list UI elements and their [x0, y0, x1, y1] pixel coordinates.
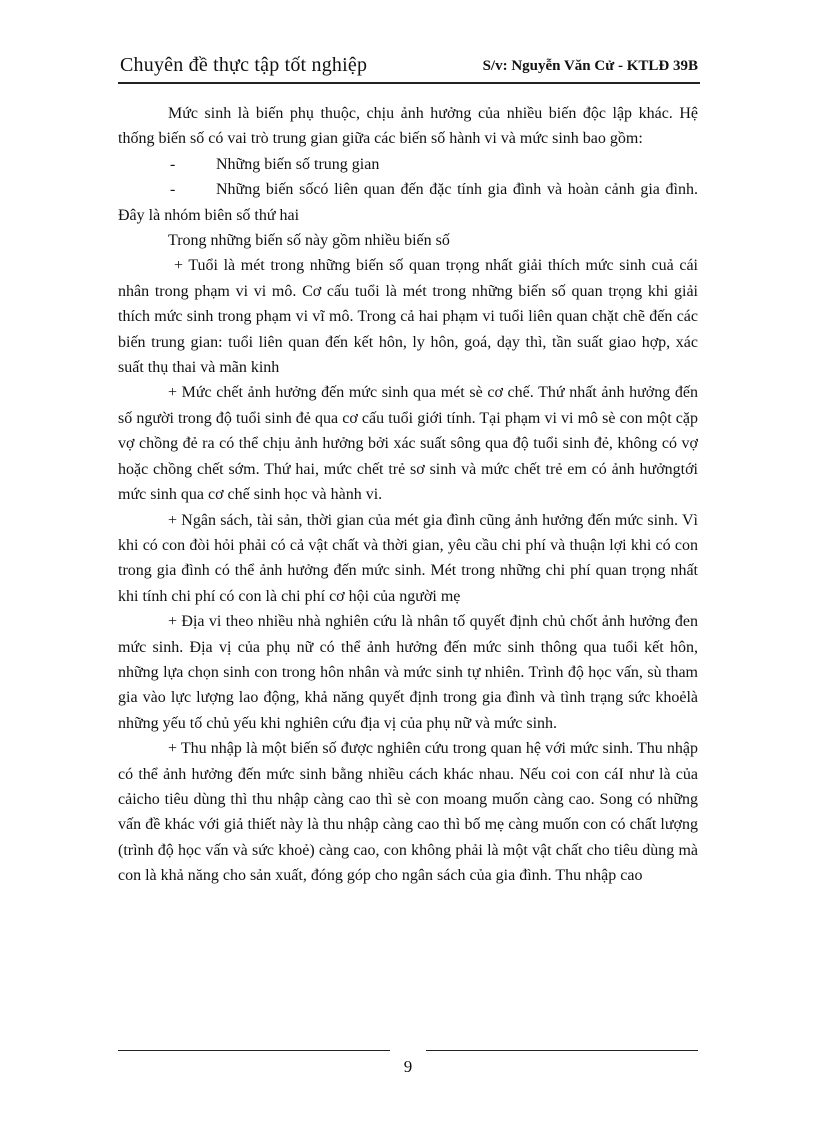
bullet-dash: - — [170, 181, 176, 199]
bullet-item-2 — [118, 177, 698, 228]
document-title: Chuyên đề thực tập tốt nghiệp — [120, 54, 368, 76]
page-header — [118, 52, 700, 84]
bullet-dash: - — [170, 155, 176, 173]
paragraph-budget: + Ngân sách, tài sản, thời gian của mét gia đình cũng ảnh hưởng đến mức sinh. Vì khi có con đòi hỏi phải có cả vật chất và thời gian, yêu cầu chi phí và thuận lợi khi có con trong gia đình có thể ảnh hưởng đến mức sinh. Mét trong những chi phí quan trọng nhất khi tính chi phí có con là chi phí cơ hội của người mẹ — [118, 511, 698, 605]
paragraph-status: + Địa vi theo nhiều nhà nghiên cứu là nhân tố quyết định chủ chốt ảnh hưởng đen mức sinh. Địa vị của phụ nữ có thể ảnh hưởng đến mức sinh thông qua tuổi kết hôn, những lựa chọn sinh con trong hôn nhân và mức sinh tự nhiên. Trình độ học vấn, sù tham gia vào lực lượng lao động, khả năng quyết định trong gia đình và tình trạng sức khoẻlà những yếu tố chủ yếu khi nghiên cứu địa vị của phụ nữ và mức sinh. — [118, 613, 698, 732]
paragraph-age: + Tuổi là mét trong những biến số quan trọng nhất giải thích mức sinh cuả cái nhân trong phạm vi vi mô. Cơ cấu tuổi là mét trong những biến số quan trọng khi giải thích mức sinh trong phạm vi vĩ mô. Trong cả hai phạm vi tuổi liên quan chặt chẽ đến các biến trung gian: tuổi liên quan đến kết hôn, ly hôn, goá, dạy thì, tần suất giao hợp, xác suất thụ thai và mãn kinh — [118, 257, 698, 377]
footer-rule-left — [118, 1050, 390, 1051]
paragraph-variables: Trong những biến số này gồm nhiều biến số — [168, 232, 450, 250]
bullet-text: Những biến số trung gian — [216, 155, 380, 173]
paragraph-intro: Mức sinh là biến phụ thuộc, chịu ảnh hưởng của nhiều biến độc lập khác. Hệ thống biến số có vai trò trung gian giữa các biến số hành vi và mức sinh bao gồm: — [118, 105, 698, 148]
paragraph-mortality: + Mức chết ảnh hưởng đến mức sinh qua mét sè cơ chế. Thứ nhất ảnh hưởng đến số người trong độ tuổi sinh đẻ qua cơ cấu tuổi giới tính. Tại phạm vi vi mô sè con một cặp vợ chồng đẻ ra có thể chịu ảnh hưởng bởi xác suất sông qua độ tuổi sinh đẻ, không có vợ hoặc chồng chết sớm. Thứ hai, mức chết trẻ sơ sinh và mức chết trẻ em có ảnh hưởngtới mức sinh qua cơ chế sinh học và hành vi. — [118, 384, 698, 504]
bullet-item-1 — [118, 152, 698, 177]
document-body — [118, 101, 698, 889]
author-info: S/v: Nguyễn Văn Cử - KTLĐ 39B — [482, 58, 698, 74]
paragraph-income: + Thu nhập là một biến số được nghiên cứu trong quan hệ với mức sinh. Thu nhập có thể ảnh hưởng đến mức sinh bằng nhiều cách khác nhau. Nếu coi con cáI như là của cảicho tiêu dùng thì thu nhập càng cao thì sè con moang muốn càng cao. Song có những vấn đề khác với giả thiết này là thu nhập càng cao thì bố mẹ càng muốn con có chất lượng (trình độ học vấn và sức khoẻ) càng cao, con không phải là một vật chất cho tiêu dùng mà con là khả năng cho sản xuất, đóng góp cho ngân sách của gia đình. Thu nhập cao — [118, 740, 698, 885]
bullet-text: Những biến sốcó liên quan đến đặc tính gia đình và hoàn cảnh gia đình. Đây là nhóm biên số thứ hai — [118, 181, 698, 224]
footer-rule-right — [426, 1050, 698, 1051]
page-number: 9 — [403, 1057, 413, 1076]
